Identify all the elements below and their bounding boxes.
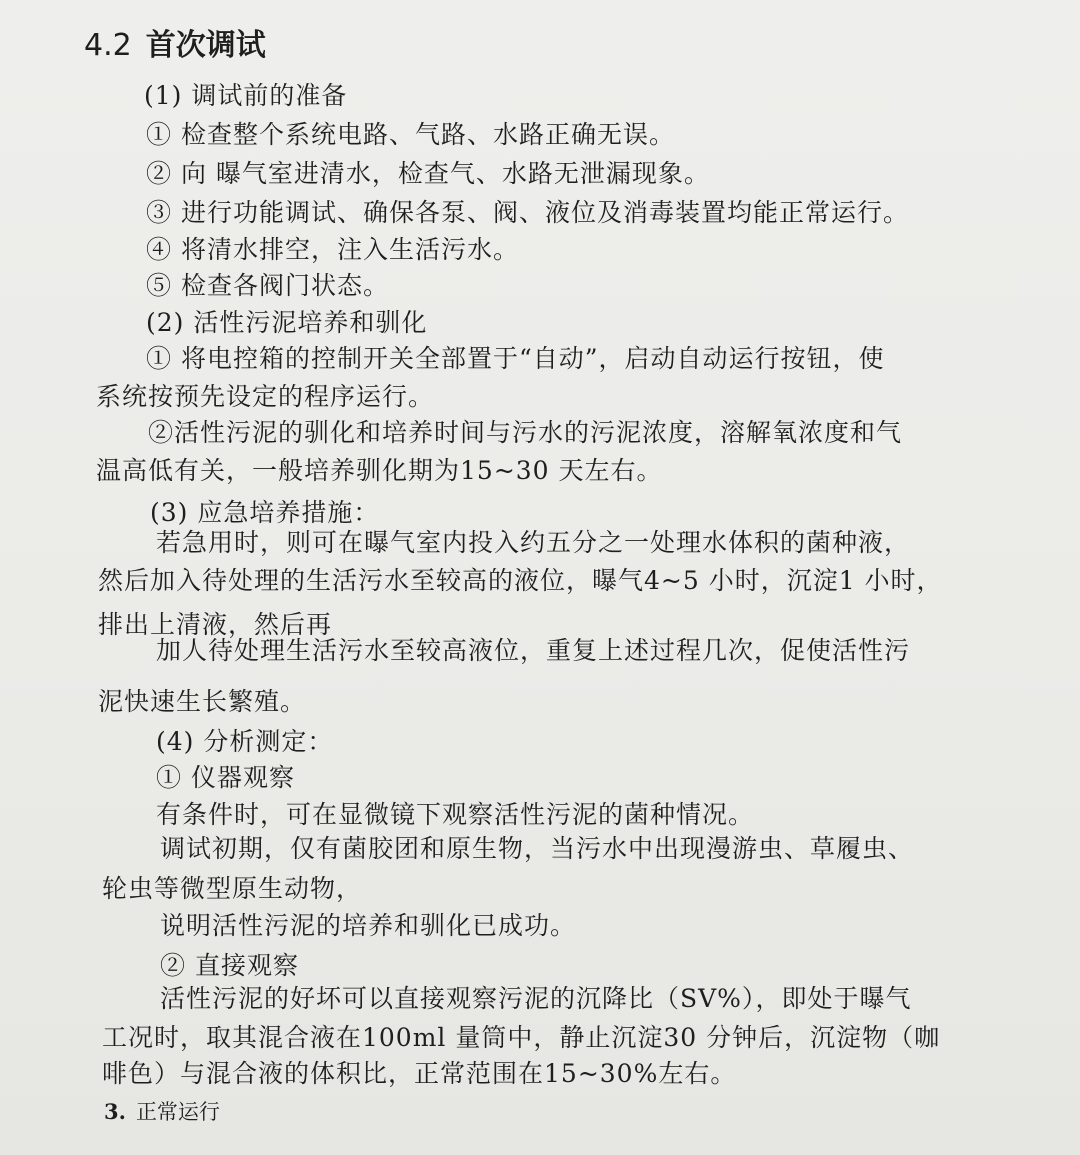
- list-item: ① 仪器观察: [156, 763, 295, 792]
- section-number: 4.2: [84, 28, 132, 63]
- next-section-title: 正常运行: [135, 1100, 220, 1124]
- list-item: ④ 将清水排空，注入生活污水。: [146, 235, 519, 264]
- paragraph-line: 有条件时，可在显微镜下观察活性污泥的菌种情况。: [156, 800, 755, 829]
- paragraph-line: 啡色）与混合液的体积比，正常范围在15~30%左右。: [102, 1059, 737, 1088]
- section-title: 首次调试: [145, 28, 266, 63]
- list-item: ② 向 曝气室进清水，检查气、水路无泄漏现象。: [146, 159, 710, 188]
- paragraph-line: 说明活性污泥的培养和驯化已成功。: [160, 911, 577, 940]
- paragraph-line: 泥快速生长繁殖。: [98, 687, 307, 716]
- subsection-2-title: (2) 活性污泥培养和驯化: [146, 308, 428, 337]
- subsection-4-title: (4) 分析测定：: [156, 727, 334, 756]
- next-section-number: 3.: [104, 1099, 126, 1124]
- paragraph-line: 温高低有关，一般培养驯化期为15~30 天左右。: [96, 456, 663, 485]
- list-item: ③ 进行功能调试、确保各泵、阀、液位及消毒装置均能正常运行。: [146, 198, 909, 227]
- paragraph-line: 若急用时，则可在曝气室内投入约五分之一处理水体积的菌种液，: [156, 528, 911, 557]
- paragraph-line: 轮虫等微型原生动物，: [102, 874, 363, 903]
- subsection-3-title: (3) 应急培养措施：: [150, 498, 380, 527]
- paragraph-line: 加人待处理生活污水至较高液位，重复上述过程几次，促使活性污: [156, 636, 911, 665]
- paragraph-line: ① 将电控箱的控制开关全部置于“自动”，启动自动运行按钮，使: [146, 344, 885, 373]
- paragraph-line: 系统按预先设定的程序运行。: [96, 382, 435, 411]
- paragraph-line: ②活性污泥的驯化和培养时间与污水的污泥浓度，溶解氧浓度和气: [148, 418, 903, 447]
- paragraph-line: 活性污泥的好坏可以直接观察污泥的沉降比（SV%），即处于曝气: [160, 984, 912, 1013]
- list-item: ⑤ 检查各阀门状态。: [146, 271, 389, 300]
- paragraph-line: 然后加入待处理的生活污水至较高的液位，曝气4~5 小时，沉淀1 小时，: [98, 566, 943, 595]
- next-section-heading: [104, 1097, 220, 1127]
- list-item: ② 直接观察: [160, 951, 299, 980]
- list-item: ① 检查整个系统电路、气路、水路正确无误。: [146, 120, 675, 149]
- paragraph-line: 排出上清液，然后再: [98, 610, 333, 639]
- section-heading: [84, 26, 266, 66]
- subsection-1-title: (1) 调试前的准备: [144, 81, 348, 110]
- paragraph-line: 调试初期，仅有菌胶团和原生物，当污水中出现漫游虫、草履虫、: [160, 834, 915, 863]
- paragraph-line: 工况时，取其混合液在100ml 量筒中，静止沉淀30 分钟后，沉淀物（咖: [102, 1023, 941, 1052]
